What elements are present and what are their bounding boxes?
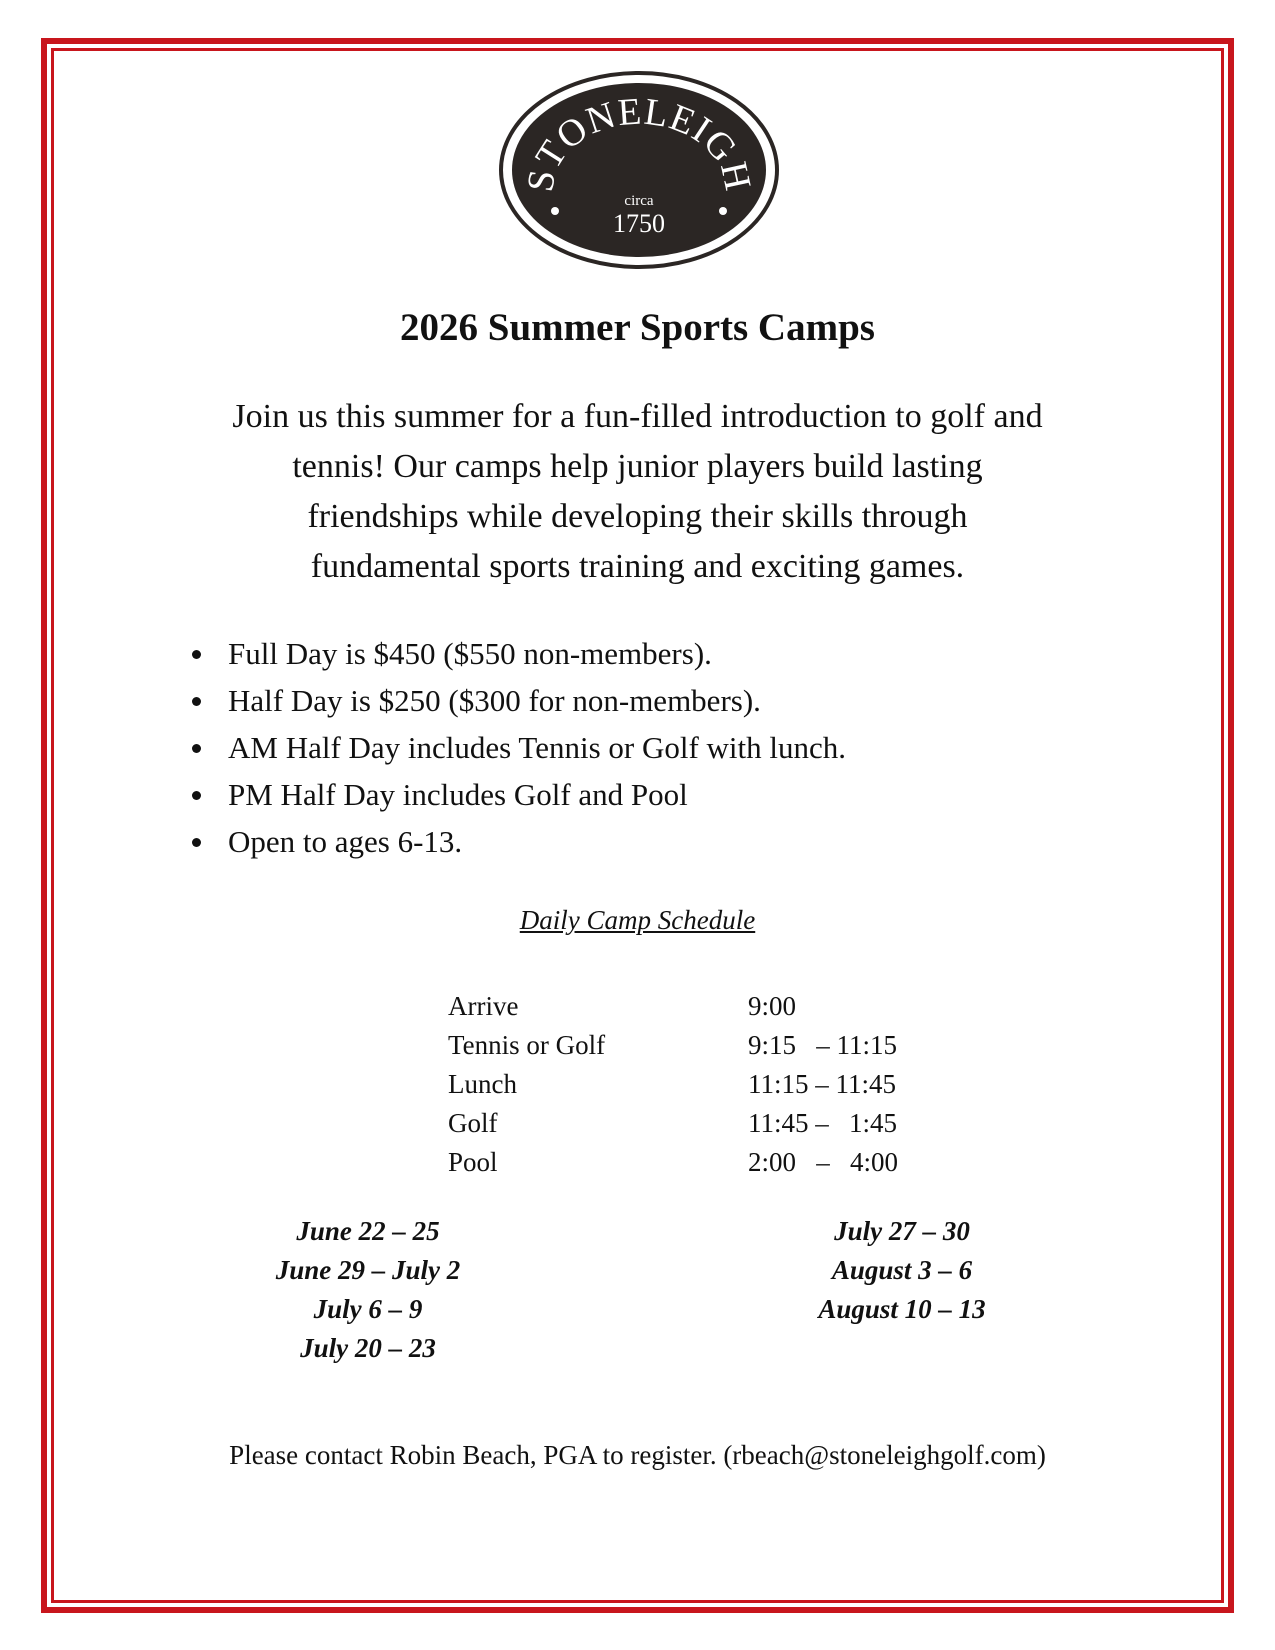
table-row [448,1104,898,1143]
schedule-time: 9:15 – 11:15 [748,1030,898,1060]
intro-line: Join us this summer for a fun-filled introduction to golf and [232,398,1043,435]
stoneleigh-logo [498,70,780,270]
intro-paragraph [150,392,1125,592]
session-date: June 22 – 25 [296,1216,440,1246]
intro-line: tennis! Our camps help junior players build lasting [292,448,983,485]
session-dates-left [168,1212,568,1368]
session-dates-right [702,1212,1102,1329]
intro-line: friendships while developing their skills through [307,498,968,535]
table-row [448,1026,898,1065]
session-date: July 20 – 23 [300,1333,436,1363]
schedule-time: 9:00 [748,991,797,1021]
table-row [448,1065,898,1104]
list-item: Full Day is $450 ($550 non-members). [190,630,846,677]
list-item: PM Half Day includes Golf and Pool [190,771,846,818]
table-row [448,987,898,1026]
page-title: 2026 Summer Sports Camps [400,306,875,349]
list-item: AM Half Day includes Tennis or Golf with lunch. [190,724,846,771]
schedule-time: 11:15 – 11:45 [748,1069,896,1099]
schedule-activity: Tennis or Golf [448,1030,606,1060]
schedule-activity: Golf [448,1108,498,1138]
session-date: July 27 – 30 [834,1216,970,1246]
logo-year: 1750 [613,209,665,238]
session-date: July 6 – 9 [313,1294,423,1324]
schedule-table [448,987,898,1182]
logo-name: STONELEIGH [519,90,760,195]
schedule-activity: Lunch [448,1069,517,1099]
session-date: August 3 – 6 [831,1255,973,1285]
session-date: June 29 – July 2 [275,1255,461,1285]
list-item: Open to ages 6-13. [190,818,846,865]
schedule-activity: Arrive [448,991,519,1021]
schedule-title: Daily Camp Schedule [519,905,756,935]
logo-circa: circa [624,193,654,209]
schedule-time: 2:00 – 4:00 [748,1147,899,1177]
intro-line: fundamental sports training and exciting games. [310,548,965,585]
list-item: Half Day is $250 ($300 for non-members). [190,677,846,724]
session-date: August 10 – 13 [818,1294,986,1324]
schedule-time: 11:45 – 1:45 [748,1108,898,1138]
schedule-activity: Pool [448,1147,498,1177]
table-row [448,1143,898,1182]
contact-line: Please contact Robin Beach, PGA to register. (rbeach@stoneleighgolf.com) [229,1440,1046,1470]
pricing-list [190,630,846,865]
